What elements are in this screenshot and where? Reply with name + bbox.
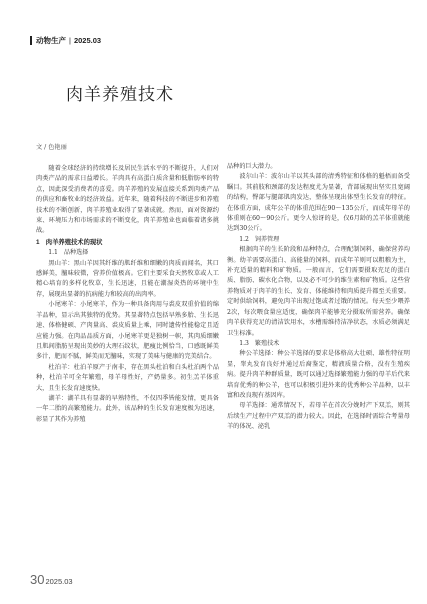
left-column — [36, 164, 219, 425]
page-number: 30 — [30, 572, 45, 587]
paragraph-ram-selection: 种公羊选择：种公羊选择的要求是体格高大壮硕、雄性特征明显，睾丸发育良好并通过后裔鉴定，精液质量合格，没有生殖疾病。提升肉羊种群质量，既可以通过选择繁殖能力强的母羊后代来培育优秀的种公羊，也可以积极引进外来的优秀种公羊品种，以丰富和改良现有基因库。 — [227, 350, 410, 399]
right-column — [227, 162, 410, 433]
section-heading-1: 1 肉羊养殖技术的现状 — [36, 238, 103, 246]
sheep-photo — [222, 56, 404, 178]
header-issue: 2025.03 — [73, 35, 102, 45]
paragraph-boer: 波尔山羊：波尔山羊以其头部的清秀特征和体格的魁梧而备受瞩目。其前肢和颈部的发达程度尤为显著，背部展现出坚实且宽阔的结构，臀部与腿部肌肉发达，整体呈现出体型生长发育的特征。在体重方面，成年公羊的体重范围在90～135公斤，而成年母羊的体重则在60～90公斤。更令人惊讶的是，仅6月龄的羔羊体重就能达到30公斤。 — [227, 173, 410, 233]
footer-issue: 2025.03 — [45, 577, 73, 586]
header-separator: | — [69, 35, 71, 45]
subsection-heading-1-3 — [227, 339, 410, 349]
subsection-title: 品种选择 — [63, 249, 89, 257]
page-footer — [30, 572, 73, 587]
paragraph-continuation: 品种的巨大潜力。 — [227, 163, 277, 170]
header-column: 动物生产 — [36, 35, 66, 45]
subsection-title: 饲养管理 — [254, 235, 280, 243]
paragraph-duper: 杜泊羊：杜泊羊原产于南非，存在黑头杜泊和白头杜泊两个品种，杜泊羊可全年繁殖，母羊母性好，产奶量多。初生羔羊体重大，且生长发育速度快。 — [36, 363, 219, 392]
running-header — [30, 33, 101, 47]
subsection-title: 繁殖技术 — [254, 339, 280, 347]
article-title: 肉羊养殖技术 — [66, 85, 174, 105]
paragraph-feeding: 根据肉羊的生长阶段和品种特点，合理配制饲料，确保营养均衡。幼羊需要高蛋白、高能量的饲料，而成年羊则可以粗粮为主，补充适量的精料和矿物质。一般而言，它们需要摄取充足的蛋白质、脂肪、碳水化合物，以及必不可少的维生素和矿物质。这些营养物质对于肉羊的生长、发育、体能维持和肉质提升都至关重要。定时供给饲料，避免肉羊出现过饱或者过饿的情况。每天至少喂养2次，每次喂食量应适度，确保肉羊能够充分摄取所需营养。确保肉羊获得充足的清洁饮用水，水槽需维持洁净状态，水质必须满足卫生标准。 — [227, 246, 410, 337]
paragraph-xiaowei: 小尾寒羊：小尾寒羊，作为一种具备肉用与裘皮双重价值的绵羊品种，显示出其独特的优势。其显著特点包括早熟多胎、生长迅速、体格健硕、产肉量高、裘皮质量上乘，同时遗传性能稳定且适应能力强。在肉品品质方面，小尾寒羊更是独树一帜，其肉质细嫩且肌间脂肪呈现出美妙的大理石纹状，肥瘦比例恰当，口感既鲜美多汁，肥而不腻，鲜美而无膻味，实现了美味与健康的完美结合。 — [36, 301, 219, 361]
subsection-heading-1-1 — [36, 248, 219, 258]
header-bar — [30, 36, 32, 45]
intro-paragraph: 随着全球经济的持续增长及居民生活水平的不断提升，人们对肉类产品的需求日益增长。羊肉具有高蛋白质含量和低脂肪率的特点，因此深受消费者的喜爱。肉羊养殖的发展直接关系到肉类产品的供应和畜牧业的经济效益。近年来，随着科技的不断进步和养殖技术的不断创新，肉羊养殖业取得了显著成就。然而，面对资源约束、环境压力和市场需求的不断变化，肉羊养殖业也面临着诸多挑战。 — [36, 165, 219, 235]
subsection-heading-1-2 — [227, 235, 410, 245]
paragraph-heishan: 黑山羊：黑山羊因其纤维的肌纤维和细嫩的肉质而闻名，其口感鲜美，膻味较微，营养价值极高。它们主要采食天然牧草或人工精心培育的多样化牧草，生长迅速，且能在潮湿炎热的环境中生存，展现出显著的抗病能力和较高的出肉率。 — [36, 259, 219, 298]
subsection-number: 1.1 — [48, 249, 58, 257]
subsection-number: 1.2 — [239, 235, 249, 243]
paragraph-huyang: 湖羊：湖羊具有显著的早熟特性，不仅四季皆能发情，更具备一年二胎的高繁殖能力。此外，该品种的生长发育速度极为迅速，彰显了其作为养殖 — [36, 394, 219, 423]
paragraph-ewe-selection: 母羊选择：通常情况下，若母羊在首次分娩时产下双羔，则其后续生产过程中产双羔的潜力较大。因此，在选择时需综合考量母羊的体况、泌乳 — [227, 402, 410, 431]
subsection-number: 1.3 — [239, 339, 249, 347]
author-byline: 文 / 色艳丽 — [36, 144, 67, 151]
